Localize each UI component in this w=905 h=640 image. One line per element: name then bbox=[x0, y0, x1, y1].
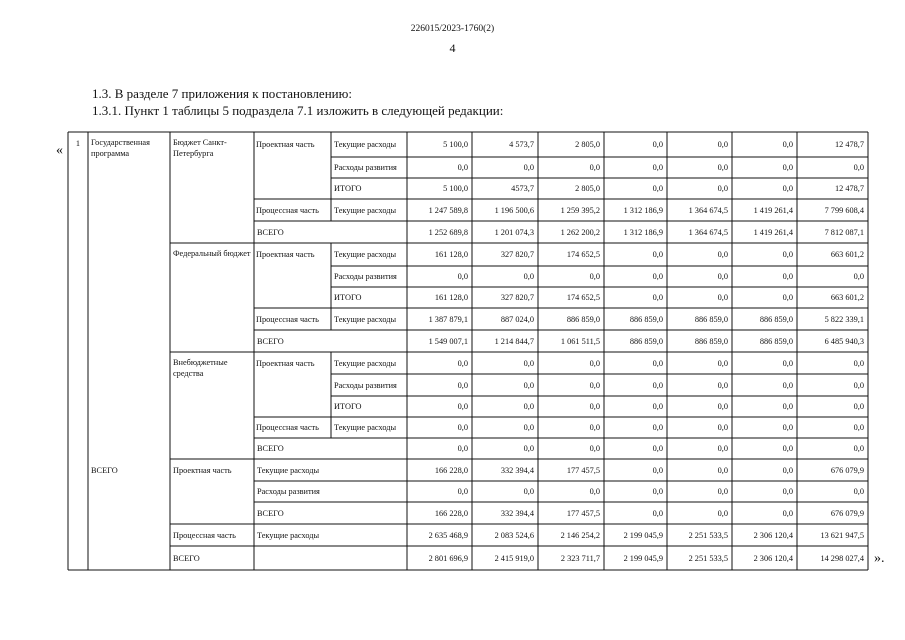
value-cell: 0,0 bbox=[652, 402, 663, 411]
value-cell: 0,0 bbox=[782, 423, 793, 432]
value-cell: 0,0 bbox=[523, 380, 534, 390]
current-expenses-label: Текущие расходы bbox=[334, 140, 397, 149]
value-cell: 0,0 bbox=[717, 444, 728, 453]
value-cell: 1 214 844,7 bbox=[494, 336, 534, 346]
value-cell: 0,0 bbox=[782, 163, 793, 172]
value-cell: 1 262 200,2 bbox=[560, 227, 600, 237]
value-cell: 0,0 bbox=[523, 272, 534, 281]
value-cell: 0,0 bbox=[717, 140, 728, 149]
current-expenses-label: Текущие расходы bbox=[334, 205, 397, 215]
value-cell: 0,0 bbox=[652, 487, 663, 496]
value-cell: 174 652,5 bbox=[566, 250, 600, 259]
grand-total-label: ВСЕГО bbox=[173, 553, 200, 563]
process-part-label: Процессная часть bbox=[256, 423, 319, 432]
value-cell: 0,0 bbox=[523, 358, 534, 368]
value-cell: 0,0 bbox=[523, 163, 534, 172]
value-cell: 0,0 bbox=[589, 163, 600, 172]
value-cell: 886 859,0 bbox=[694, 336, 728, 346]
value-cell: 0,0 bbox=[652, 293, 663, 302]
budget-federal-label: Федеральный бюджет bbox=[173, 249, 251, 258]
value-cell: 0,0 bbox=[589, 272, 600, 281]
value-cell: 166 228,0 bbox=[434, 465, 468, 475]
value-cell: 0,0 bbox=[782, 184, 793, 193]
value-cell: 0,0 bbox=[717, 272, 728, 281]
opening-quote: « bbox=[56, 143, 63, 158]
value-cell: 0,0 bbox=[652, 508, 663, 518]
value-cell: 2 199 045,9 bbox=[623, 530, 663, 540]
value-cell: 1 419 261,4 bbox=[753, 205, 793, 215]
itogo-label: ИТОГО bbox=[334, 293, 362, 302]
current-expenses-label: Текущие расходы bbox=[257, 530, 320, 540]
value-cell: 2 635 468,9 bbox=[428, 530, 468, 540]
value-cell: 1 364 674,5 bbox=[688, 227, 728, 237]
current-expenses-label: Текущие расходы bbox=[257, 465, 320, 475]
development-expenses-label: Расходы развития bbox=[257, 487, 320, 496]
value-cell: 0,0 bbox=[457, 272, 468, 281]
value-cell: 886 859,0 bbox=[694, 314, 728, 324]
value-cell: 327 820,7 bbox=[500, 293, 534, 302]
project-total-label: ВСЕГО bbox=[257, 508, 284, 518]
value-cell: 2 805,0 bbox=[575, 184, 600, 193]
value-cell: 0,0 bbox=[782, 293, 793, 302]
value-cell: 0,0 bbox=[782, 272, 793, 281]
value-cell: 177 457,5 bbox=[566, 508, 600, 518]
value-cell: 0,0 bbox=[782, 380, 793, 390]
value-cell: 0,0 bbox=[717, 358, 728, 368]
value-cell: 0,0 bbox=[589, 444, 600, 453]
value-cell: 5 100,0 bbox=[443, 140, 468, 149]
project-part-label: Проектная часть bbox=[256, 140, 315, 149]
value-cell: 0,0 bbox=[457, 444, 468, 453]
value-cell: 0,0 bbox=[457, 487, 468, 496]
value-cell: 0,0 bbox=[782, 487, 793, 496]
value-cell: 1 061 511,5 bbox=[560, 336, 600, 346]
value-cell: 1 259 395,2 bbox=[560, 205, 600, 215]
value-cell: 886 859,0 bbox=[629, 314, 663, 324]
value-cell: 332 394,4 bbox=[500, 508, 534, 518]
value-cell: 0,0 bbox=[589, 487, 600, 496]
value-cell: 0,0 bbox=[523, 444, 534, 453]
paragraph-1-3-1: 1.3.1. Пункт 1 таблицы 5 подраздела 7.1 изложить в следующей редакции: bbox=[92, 103, 504, 118]
current-expenses-label: Текущие расходы bbox=[334, 314, 397, 324]
value-cell: 0,0 bbox=[589, 380, 600, 390]
value-cell: 14 298 027,4 bbox=[820, 553, 864, 563]
value-cell: 0,0 bbox=[523, 402, 534, 411]
value-cell: 7 812 087,1 bbox=[824, 227, 864, 237]
value-cell: 0,0 bbox=[782, 250, 793, 259]
value-cell: 0,0 bbox=[782, 140, 793, 149]
value-cell: 1 252 689,8 bbox=[428, 227, 468, 237]
value-cell: 327 820,7 bbox=[500, 250, 534, 259]
value-cell: 0,0 bbox=[457, 423, 468, 432]
process-part-label: Процессная часть bbox=[173, 530, 236, 540]
value-cell: 0,0 bbox=[652, 163, 663, 172]
value-cell: 4 573,7 bbox=[509, 140, 534, 149]
value-cell: 0,0 bbox=[717, 465, 728, 475]
value-cell: 887 024,0 bbox=[500, 314, 534, 324]
value-cell: 0,0 bbox=[782, 508, 793, 518]
value-cell: 12 478,7 bbox=[834, 184, 864, 193]
value-cell: 0,0 bbox=[652, 465, 663, 475]
value-cell: 2 146 254,2 bbox=[560, 530, 600, 540]
value-cell: 0,0 bbox=[717, 380, 728, 390]
value-cell: 2 199 045,9 bbox=[623, 553, 663, 563]
value-cell: 886 859,0 bbox=[629, 336, 663, 346]
value-cell: 663 601,2 bbox=[830, 250, 864, 259]
project-part-label: Проектная часть bbox=[173, 465, 232, 475]
value-cell: 886 859,0 bbox=[566, 314, 600, 324]
itogo-label: ИТОГО bbox=[334, 184, 362, 193]
subtotal-label: ВСЕГО bbox=[257, 444, 284, 453]
value-cell: 663 601,2 bbox=[830, 293, 864, 302]
value-cell: 1 312 186,9 bbox=[623, 205, 663, 215]
value-cell: 676 079,9 bbox=[830, 465, 864, 475]
value-cell: 0,0 bbox=[782, 358, 793, 368]
value-cell: 161 128,0 bbox=[434, 250, 468, 259]
value-cell: 676 079,9 bbox=[830, 508, 864, 518]
value-cell: 161 128,0 bbox=[434, 293, 468, 302]
row-number: 1 bbox=[75, 139, 81, 148]
value-cell: 0,0 bbox=[853, 444, 864, 453]
value-cell: 0,0 bbox=[782, 402, 793, 411]
program-name: Государственная программа bbox=[91, 138, 150, 158]
value-cell: 0,0 bbox=[652, 184, 663, 193]
value-cell: 0,0 bbox=[717, 487, 728, 496]
value-cell: 0,0 bbox=[853, 358, 864, 368]
value-cell: 6 485 940,3 bbox=[824, 336, 864, 346]
grand-total-section-label: ВСЕГО bbox=[91, 465, 118, 475]
value-cell: 0,0 bbox=[457, 163, 468, 172]
value-cell: 0,0 bbox=[652, 423, 663, 432]
development-expenses-label: Расходы развития bbox=[334, 272, 397, 281]
value-cell: 1 312 186,9 bbox=[623, 227, 663, 237]
value-cell: 0,0 bbox=[853, 423, 864, 432]
value-cell: 1 387 879,1 bbox=[428, 314, 468, 324]
project-part-label: Проектная часть bbox=[256, 250, 315, 259]
value-cell: 1 364 674,5 bbox=[688, 205, 728, 215]
value-cell: 2 801 696,9 bbox=[428, 553, 468, 563]
value-cell: 0,0 bbox=[457, 402, 468, 411]
value-cell: 1 419 261,4 bbox=[753, 227, 793, 237]
value-cell: 1 247 589,8 bbox=[428, 205, 468, 215]
value-cell: 4573,7 bbox=[511, 184, 534, 193]
value-cell: 2 415 919,0 bbox=[494, 553, 534, 563]
document-number: 226015/2023-1760(2) bbox=[410, 24, 495, 34]
value-cell: 0,0 bbox=[652, 358, 663, 368]
value-cell: 0,0 bbox=[782, 465, 793, 475]
closing-quote: ». bbox=[874, 551, 885, 566]
current-expenses-label: Текущие расходы bbox=[334, 423, 397, 432]
value-cell: 0,0 bbox=[589, 358, 600, 368]
value-cell: 0,0 bbox=[853, 402, 864, 411]
value-cell: 2 805,0 bbox=[575, 140, 600, 149]
value-cell: 0,0 bbox=[589, 423, 600, 432]
value-cell: 5 822 339,1 bbox=[824, 314, 864, 324]
value-cell: 2 306 120,4 bbox=[753, 553, 793, 563]
value-cell: 177 457,5 bbox=[566, 465, 600, 475]
subtotal-label: ВСЕГО bbox=[257, 227, 284, 237]
value-cell: 0,0 bbox=[853, 272, 864, 281]
value-cell: 7 799 608,4 bbox=[824, 205, 864, 215]
project-part-label: Проектная часть bbox=[256, 358, 315, 368]
value-cell: 0,0 bbox=[717, 402, 728, 411]
process-part-label: Процессная часть bbox=[256, 205, 319, 215]
current-expenses-label: Текущие расходы bbox=[334, 358, 397, 368]
value-cell: 0,0 bbox=[717, 163, 728, 172]
value-cell: 0,0 bbox=[652, 380, 663, 390]
value-cell: 0,0 bbox=[652, 140, 663, 149]
value-cell: 0,0 bbox=[717, 250, 728, 259]
process-part-label: Процессная часть bbox=[256, 314, 319, 324]
value-cell: 0,0 bbox=[853, 380, 864, 390]
value-cell: 0,0 bbox=[717, 184, 728, 193]
subtotal-label: ВСЕГО bbox=[257, 336, 284, 346]
value-cell: 0,0 bbox=[652, 272, 663, 281]
development-expenses-label: Расходы развития bbox=[334, 380, 397, 390]
value-cell: 0,0 bbox=[853, 163, 864, 172]
value-cell: 0,0 bbox=[782, 444, 793, 453]
value-cell: 0,0 bbox=[717, 293, 728, 302]
value-cell: 13 621 947,5 bbox=[820, 530, 864, 540]
value-cell: 12 478,7 bbox=[834, 140, 864, 149]
value-cell: 174 652,5 bbox=[566, 293, 600, 302]
value-cell: 2 306 120,4 bbox=[753, 530, 793, 540]
budget-spb-label: Бюджет Санкт-Петербурга bbox=[173, 138, 227, 158]
value-cell: 0,0 bbox=[853, 487, 864, 496]
value-cell: 886 859,0 bbox=[759, 336, 793, 346]
value-cell: 1 201 074,3 bbox=[494, 227, 534, 237]
value-cell: 0,0 bbox=[523, 423, 534, 432]
value-cell: 0,0 bbox=[717, 508, 728, 518]
value-cell: 1 549 007,1 bbox=[428, 336, 468, 346]
value-cell: 0,0 bbox=[589, 402, 600, 411]
value-cell: 0,0 bbox=[523, 487, 534, 496]
page-number: 4 bbox=[449, 41, 456, 55]
itogo-label: ИТОГО bbox=[334, 402, 362, 411]
value-cell: 2 251 533,5 bbox=[688, 553, 728, 563]
value-cell: 0,0 bbox=[717, 423, 728, 432]
value-cell: 0,0 bbox=[457, 358, 468, 368]
value-cell: 5 100,0 bbox=[443, 184, 468, 193]
value-cell: 2 323 711,7 bbox=[560, 553, 600, 563]
budget-extra-label: Внебюджетные средства bbox=[173, 358, 228, 378]
current-expenses-label: Текущие расходы bbox=[334, 250, 397, 259]
value-cell: 1 196 500,6 bbox=[494, 205, 534, 215]
value-cell: 2 251 533,5 bbox=[688, 530, 728, 540]
value-cell: 2 083 524,6 bbox=[494, 530, 534, 540]
value-cell: 0,0 bbox=[652, 250, 663, 259]
value-cell: 332 394,4 bbox=[500, 465, 534, 475]
development-expenses-label: Расходы развития bbox=[334, 163, 397, 172]
value-cell: 0,0 bbox=[457, 380, 468, 390]
value-cell: 166 228,0 bbox=[434, 508, 468, 518]
paragraph-1-3: 1.3. В разделе 7 приложения к постановлению: bbox=[92, 86, 352, 101]
value-cell: 886 859,0 bbox=[759, 314, 793, 324]
value-cell: 0,0 bbox=[652, 444, 663, 453]
